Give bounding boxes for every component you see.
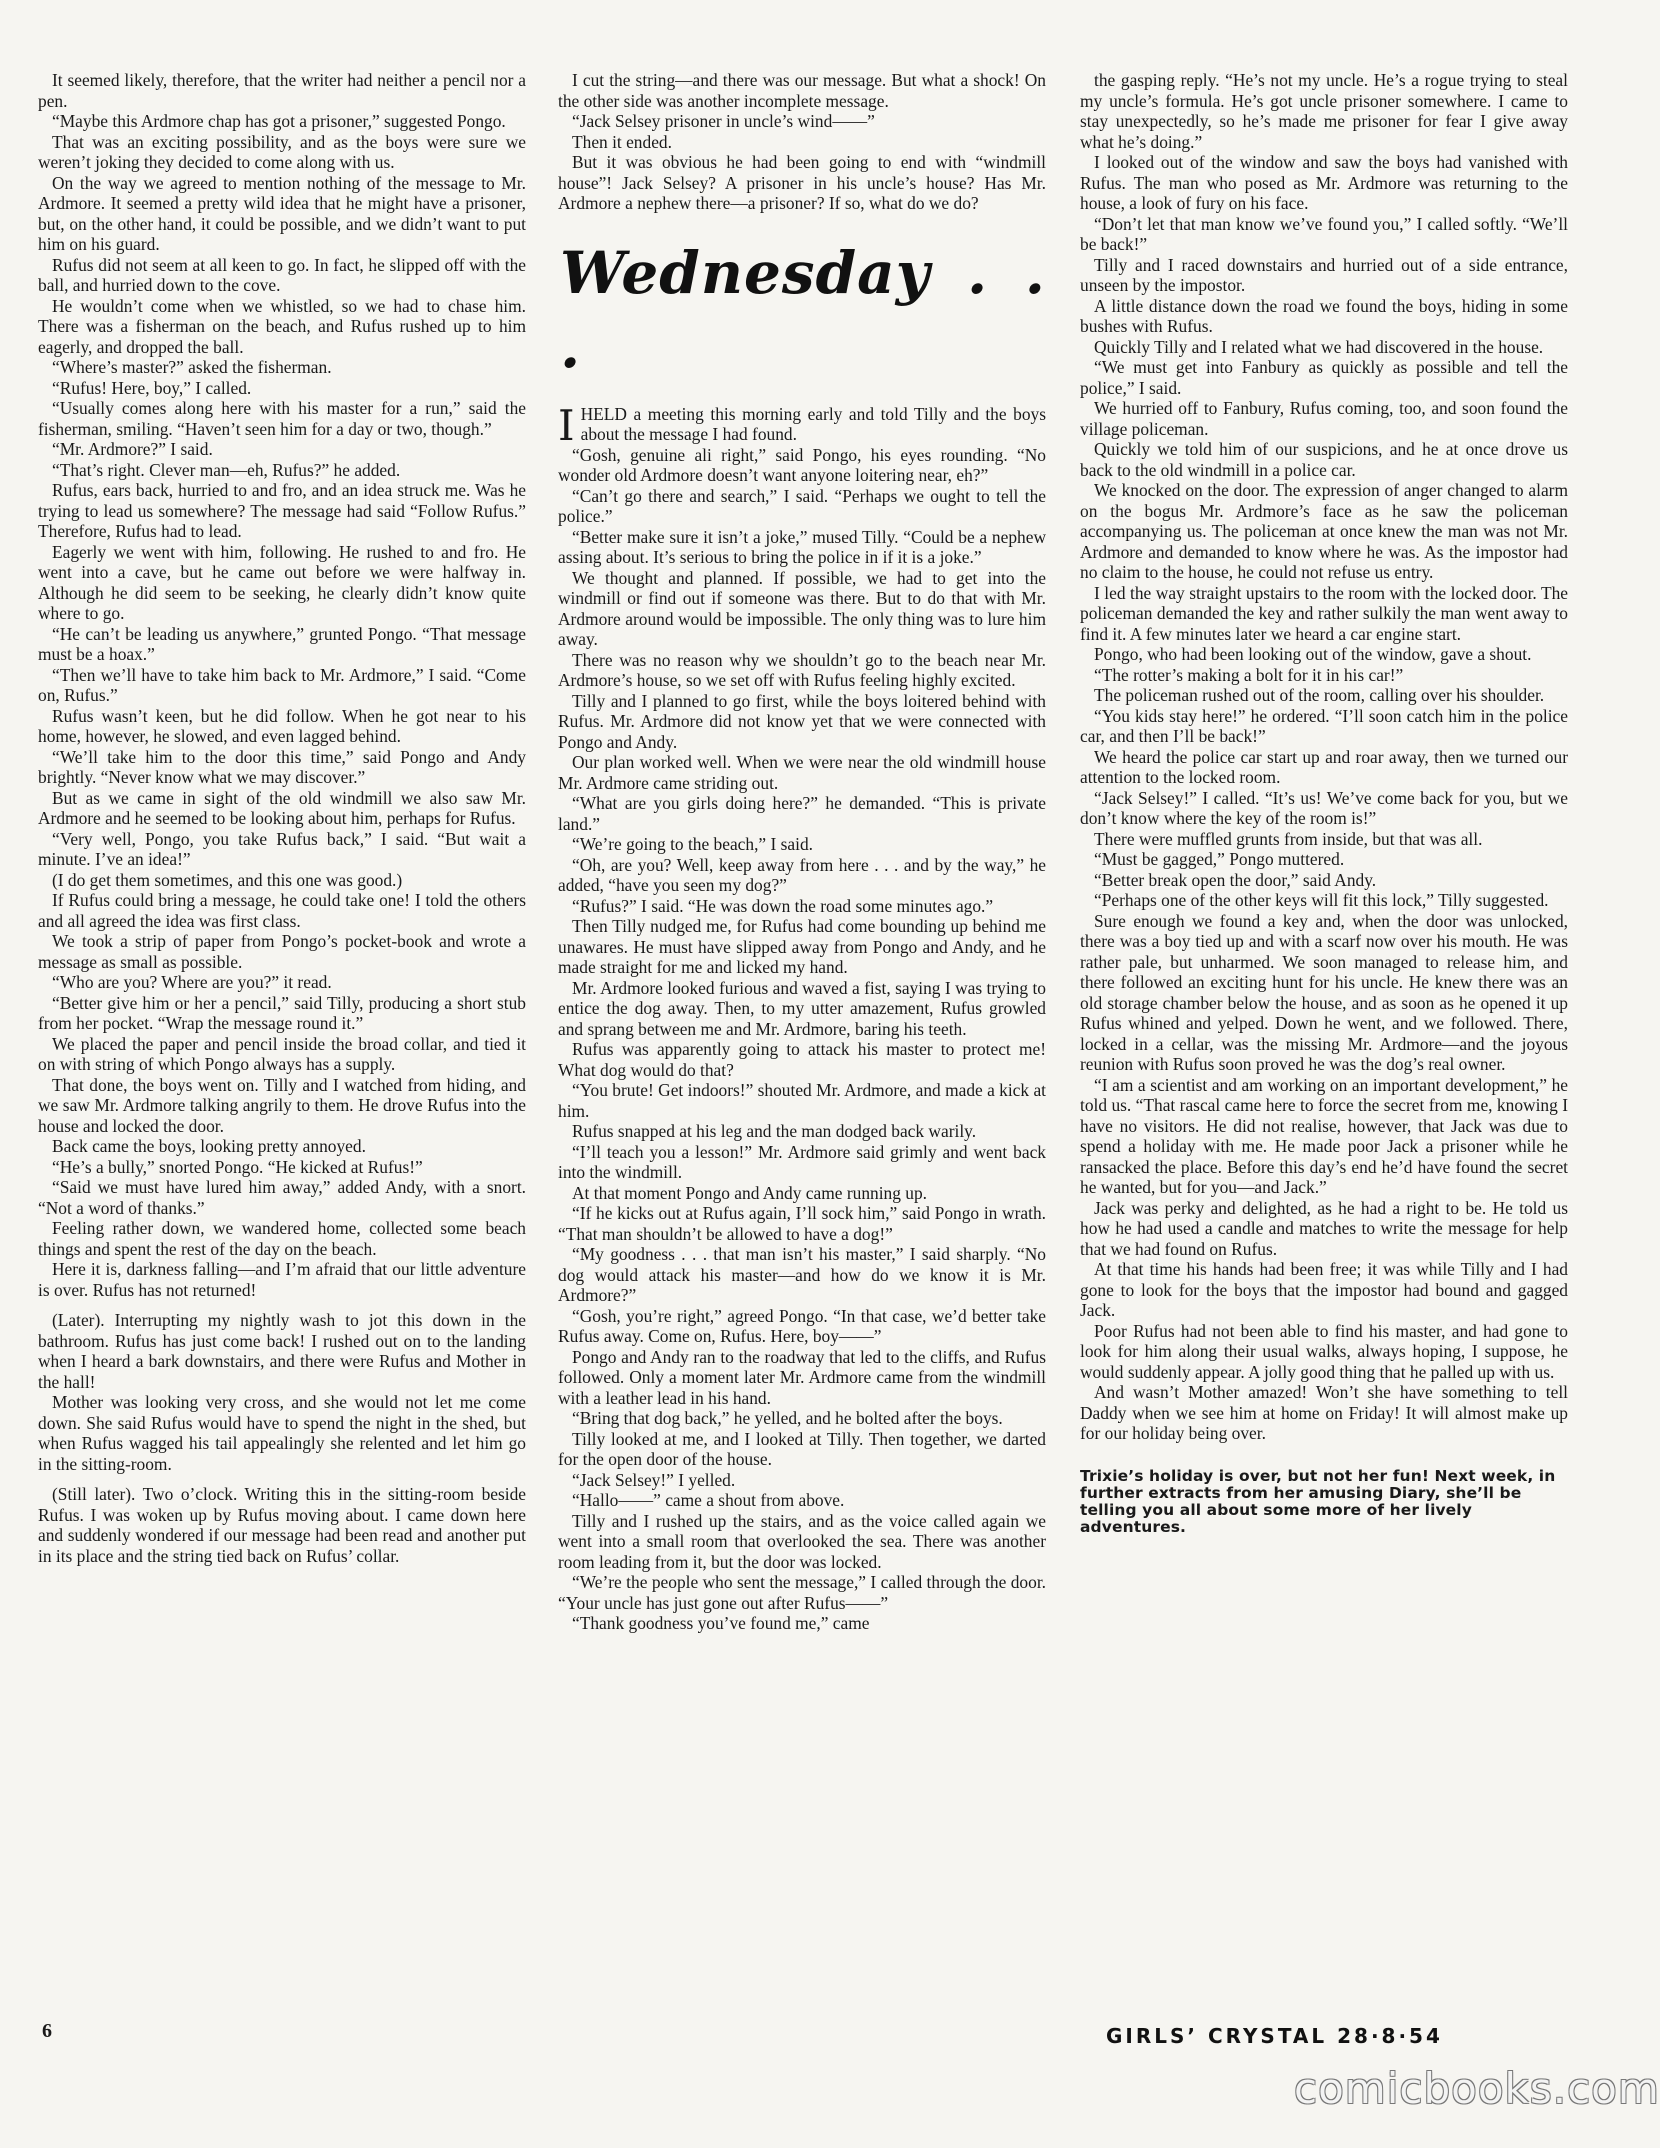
paragraph: It seemed likely, therefore, that the writer had neither a pencil nor a pen. — [38, 70, 526, 111]
paragraph: “Rufus! Here, boy,” I called. — [52, 377, 252, 398]
paragraph: If Rufus could bring a message, he could take one! I told the others and all agreed the idea was first class. — [38, 890, 526, 931]
paragraph: “You kids stay here!” he ordered. “I’ll soon catch him in the police car, and then I’ll be back!” — [1080, 705, 1568, 746]
paragraph: “Maybe this Ardmore chap has got a prisoner,” suggested Pongo. — [52, 111, 506, 131]
paragraph: Quickly Tilly and I related what we had discovered in the house. — [1094, 336, 1544, 357]
paragraph: “He’s a bully,” snorted Pongo. “He kicked at Rufus!” — [52, 1156, 423, 1177]
paragraph: “Can’t go there and search,” I said. “Perhaps we ought to tell the police.” — [558, 485, 1046, 526]
paragraph: Jack was perky and delighted, as he had a right to be. He told us how he had used a candle and matches to write the message for help that we had found on Rufus. — [1080, 1197, 1568, 1259]
paragraph: “You brute! Get indoors!” shouted Mr. Ardmore, and made a kick at him. — [558, 1080, 1046, 1121]
paragraph: “We’ll take him to the door this time,” said Pongo and Andy brightly. “Never know what we may discover.” — [38, 746, 526, 787]
paragraph: “Jack Selsey prisoner in uncle’s wind——” — [572, 111, 875, 131]
column-3 — [1080, 70, 1568, 1536]
paragraph: A little distance down the road we found the boys, hiding in some bushes with Rufus. — [1080, 295, 1568, 336]
paragraph: (I do get them sometimes, and this one was good.) — [52, 869, 403, 890]
paragraph: Rufus did not seem at all keen to go. In fact, he slipped off with the ball, and hurried down to the cove. — [38, 254, 526, 295]
paragraph: At that time his hands had been free; it was while Tilly and I had gone to look for the boys that the impostor had bound and gagged Jack. — [1080, 1259, 1568, 1320]
paragraph: There were muffled grunts from inside, but that was all. — [1094, 828, 1483, 849]
paragraph: “We’re the people who sent the message,” I called through the door. “Your uncle has just gone out after Rufus——” — [558, 1572, 1046, 1613]
paragraph: “If he kicks out at Rufus again, I’ll sock him,” said Pongo in wrath. “That man shouldn’t be allowed to have a dog!” — [558, 1203, 1046, 1244]
paragraph: “Better break open the door,” said Andy. — [1094, 869, 1377, 890]
paragraph: Tilly and I raced downstairs and hurried out of a side entrance, unseen by the impostor. — [1080, 254, 1568, 295]
page-number: 6 — [42, 2020, 52, 2042]
paragraph: “Very well, Pongo, you take Rufus back,” I said. “But wait a minute. I’ve an idea!” — [38, 828, 526, 869]
paragraph: “Mr. Ardmore?” I said. — [52, 439, 213, 459]
column-2-body — [558, 445, 1046, 1634]
paragraph: Our plan worked well. When we were near the old windmill house Mr. Ardmore came striding out. — [558, 752, 1046, 793]
paragraph: We took a strip of paper from Pongo’s pocket-book and wrote a message as small as possible. — [38, 931, 526, 972]
paragraph: We thought and planned. If possible, we had to get into the windmill or find out if someone was there. But to do that with Mr. Ardmore around would be impossible. The only thing was to lure him away. — [558, 567, 1046, 649]
paragraph: Eagerly we went with him, following. He rushed to and fro. He went into a cave, but he came out before we were halfway in. Although he did seem to be seeking, he clearly didn’t know quite where to go. — [38, 541, 526, 623]
paragraph: There was no reason why we shouldn’t go to the beach near Mr. Ardmore’s house, so we set off with Rufus feeling highly excited. — [558, 649, 1046, 690]
paragraph: “We must get into Fanbury as quickly as possible and tell the police,” I said. — [1080, 357, 1568, 398]
column-2 — [558, 70, 1046, 1634]
column-2-intro — [558, 70, 1046, 214]
paragraph: Pongo and Andy ran to the roadway that led to the cliffs, and Rufus followed. Only a moment later Mr. Ardmore came from the windmill with a leather lead in his hand. — [558, 1346, 1046, 1408]
paragraph: Rufus, ears back, hurried to and fro, and an idea struck me. Was he trying to lead us somewhere? The message had said “Follow Rufus.” Therefore, Rufus had to lead. — [38, 480, 526, 541]
paragraph: Mr. Ardmore looked furious and waved a fist, saying I was trying to entice the dog away. Then, to my utter amazement, Rufus growled and sprang between me and Mr. Ardmore, baring his teeth. — [558, 977, 1046, 1039]
paragraph: Rufus snapped at his leg and the man dodged back warily. — [572, 1121, 977, 1141]
paragraph: “Must be gagged,” Pongo muttered. — [1094, 849, 1345, 869]
paragraph: “Better make sure it isn’t a joke,” mused Tilly. “Could be a nephew assing about. It’s serious to bring the police in if it is a joke.” — [558, 526, 1046, 567]
paragraph: At that moment Pongo and Andy came running up. — [572, 1182, 928, 1203]
paragraph: “Better give him or her a pencil,” said Tilly, producing a short stub from her pocket. “Wrap the message round it.” — [38, 992, 526, 1033]
paragraph: That was an exciting possibility, and as the boys were sure we weren’t joking they decided to come along with us. — [38, 131, 526, 172]
paragraph: “Don’t let that man know we’ve found you,” I called softly. “We’ll be back!” — [1080, 213, 1568, 254]
paragraph: Tilly and I planned to go first, while the boys loitered behind with Rufus. Mr. Ardmore did not know yet that we were connected with Pongo and Andy. — [558, 690, 1046, 752]
paragraph: “Jack Selsey!” I yelled. — [572, 1469, 736, 1490]
paragraph: “That’s right. Clever man—eh, Rufus?” he added. — [52, 459, 401, 480]
paragraph: “Rufus?” I said. “He was down the road some minutes ago.” — [572, 895, 994, 916]
paragraph: “He can’t be leading us anywhere,” grunted Pongo. “That message must be a hoax.” — [38, 623, 526, 664]
watermark: comicbooks.com — [1294, 2064, 1660, 2113]
paragraph: Sure enough we found a key and, when the door was unlocked, there was a boy tied up and with a scarf now over his mouth. He was rather pale, but unharmed. We soon managed to release him, and there followed an exciting hunt for his uncle. He knew there was an old storage chamber below the house, and as soon as he opened it up Rufus whined and yelped. Down he went, and we followed. There, locked in a cellar, was the missing Mr. Ardmore—and the joyous reunion with Rufus soon proved he was the dog’s real owner. — [1080, 910, 1568, 1074]
paragraph: Back came the boys, looking pretty annoyed. — [52, 1136, 366, 1156]
paragraph: “I’ll teach you a lesson!” Mr. Ardmore said grimly and went back into the windmill. — [558, 1141, 1046, 1182]
paragraph: On the way we agreed to mention nothing of the message to Mr. Ardmore. It seemed a pretty wild idea that he might have a prisoner, but, on the other hand, it could be possible, and we didn’t want to put him on his guard. — [38, 172, 526, 254]
section-heading: Wednesday . . . — [560, 238, 1046, 381]
paragraph: The policeman rushed out of the room, calling over his shoulder. — [1094, 685, 1545, 705]
paragraph: Quickly we told him of our suspicions, and he at once drove us back to the old windmill in a police car. — [1080, 439, 1568, 480]
paragraph: Tilly looked at me, and I looked at Tilly. Then together, we darted for the open door of the house. — [558, 1428, 1046, 1469]
paragraph: (Still later). Two o’clock. Writing this in the sitting-room beside Rufus. I was woken up by Rufus moving about. I came down here and suddenly wondered if our message had been read and another put in its place and the string tied back on Rufus’ collar. — [38, 1484, 526, 1566]
paragraph: “We’re going to the beach,” I said. — [572, 834, 813, 854]
paragraph: Pongo, who had been looking out of the window, gave a shout. — [1094, 644, 1532, 664]
paragraph: “Bring that dog back,” he yelled, and he bolted after the boys. — [572, 1408, 1003, 1428]
paragraph: Rufus was apparently going to attack his master to protect me! What dog would do that? — [558, 1039, 1046, 1080]
paragraph: “Usually comes along here with his master for a run,” said the fisherman, smiling. “Haven’t seen him for a day or two, though.” — [38, 398, 526, 439]
paragraph: Poor Rufus had not been able to find his master, and had gone to look for him along their usual walks, always hoping, I suppose, he would suddenly appear. A jolly good thing that he palled up with us. — [1080, 1320, 1568, 1382]
paragraph: (Later). Interrupting my nightly wash to jot this down in the bathroom. Rufus has just come back! I rushed out on to the landing when I heard a bark downstairs, and there were Rufus and Mother in the hall! — [38, 1310, 526, 1392]
paragraph: “Where’s master?” asked the fisherman. — [52, 357, 332, 377]
paragraph: Here it is, darkness falling—and I’m afraid that our little adventure is over. Rufus has not returned! — [38, 1259, 526, 1300]
paragraph: And wasn’t Mother amazed! Won’t she have something to tell Daddy when we see him at home on Friday! It will almost make up for our holiday being over. — [1080, 1382, 1568, 1443]
paragraph: “The rotter’s making a bolt for it in his car!” — [1094, 664, 1404, 685]
paragraph: the gasping reply. “He’s not my uncle. He’s a rogue trying to steal my uncle’s formula. He’s got uncle prisoner somewhere. I came to stay unexpectedly, so he’s made me prisoner for fear I give away what he’s doing.” — [1080, 70, 1568, 152]
paragraph: “Hallo——” came a shout from above. — [572, 1490, 845, 1510]
paragraph: We heard the police car start up and roar away, then we turned our attention to the locked room. — [1080, 746, 1568, 787]
paragraph: He wouldn’t come when we whistled, so we had to chase him. There was a fisherman on the beach, and Rufus rushed up to him eagerly, and dropped the ball. — [38, 295, 526, 357]
dropcap-text: HELD a meeting this morning early and told Tilly and the boys about the message I had found. — [580, 403, 1046, 444]
paragraph: “Gosh, genuine ali right,” said Pongo, his eyes rounding. “No wonder old Ardmore doesn’t want anyone loitering near, eh?” — [558, 444, 1046, 485]
paragraph: “Perhaps one of the other keys will fit this lock,” Tilly suggested. — [1094, 890, 1549, 910]
paragraph: That done, the boys went on. Tilly and I watched from hiding, and we saw Mr. Ardmore talking angrily to them. He drove Rufus into the house and locked the door. — [38, 1074, 526, 1136]
paragraph: I looked out of the window and saw the boys had vanished with Rufus. The man who posed as Mr. Ardmore was returning to the house, a look of fury on his face. — [1080, 152, 1568, 213]
paragraph: “I am a scientist and am working on an important development,” he told us. “That rascal came here to force the secret from me, knowing I have no visitors. He did not realise, however, that Jack was due to spend a holiday with me. He made poor Jack a prisoner while he ransacked the place. Before this day’s end he’d have found the secret he wanted, but for you—and Jack.” — [1080, 1074, 1568, 1197]
paragraph: Rufus wasn’t keen, but he did follow. When he got near to his home, however, he slowed, and even lagged behind. — [38, 705, 526, 746]
paragraph: We knocked on the door. The expression of anger changed to alarm on the bogus Mr. Ardmore’s face as he saw the policeman accompanying us. The policeman at once knew the man was not Mr. Ardmore and demanded to know where he was. As the impostor had no claim to the house, he could not refuse us entry. — [1080, 480, 1568, 582]
paragraph: “Jack Selsey!” I called. “It’s us! We’ve come back for you, but we don’t know where the key of the room is!” — [1080, 787, 1568, 828]
paragraph: We placed the paper and pencil inside the broad collar, and tied it on with string of which Pongo always has a supply. — [38, 1033, 526, 1074]
paragraph: “What are you girls doing here?” he demanded. “This is private land.” — [558, 793, 1046, 834]
paragraph: Feeling rather down, we wandered home, collected some beach things and spent the rest of the day on the beach. — [38, 1218, 526, 1259]
paragraph: We hurried off to Fanbury, Rufus coming, too, and soon found the village policeman. — [1080, 398, 1568, 439]
paragraph: I led the way straight upstairs to the room with the locked door. The policeman demanded the key and rather sulkily the man went away to find it. A few minutes later we heard a car engine start. — [1080, 582, 1568, 644]
paragraph: “My goodness . . . that man isn’t his master,” I said sharply. “No dog would attack his master—and how do we know it is Mr. Ardmore?” — [558, 1244, 1046, 1305]
closing-note: Trixie’s holiday is over, but not her fun! Next week, in further extracts from her amusing Diary, she’ll be telling you all about some more of her lively adventures. — [1080, 1466, 1556, 1536]
dropcap-paragraph — [558, 400, 1046, 450]
paragraph: “Who are you? Where are you?” it read. — [52, 972, 332, 992]
paragraph: But it was obvious he had been going to end with “windmill house”! Jack Selsey? A prisoner in his uncle’s house? Has Mr. Ardmore a nephew there—a prisoner? If so, what do we do? — [558, 152, 1046, 213]
paragraph: “Said we must have lured him away,” added Andy, with a snort. “Not a word of thanks.” — [38, 1177, 526, 1218]
paragraph: Then Tilly nudged me, for Rufus had come bounding up behind me unawares. He must have slipped away from Pongo and Andy, and he made straight for me and licked my hand. — [558, 916, 1046, 977]
paragraph: Mother was looking very cross, and she would not let me come down. She said Rufus would have to spend the night in the shed, but when Rufus wagged his tail appealingly she relented and let him go in the sitting-room. — [38, 1392, 526, 1474]
column-3-body — [1080, 70, 1568, 1444]
paragraph: “Then we’ll have to take him back to Mr. Ardmore,” I said. “Come on, Rufus.” — [38, 664, 526, 705]
paragraph: Tilly and I rushed up the stairs, and as the voice called again we went into a small room that overlooked the sea. There was another room leading from it, but the door was locked. — [558, 1510, 1046, 1572]
paragraph: “Gosh, you’re right,” agreed Pongo. “In that case, we’d better take Rufus away. Come on, Rufus. Here, boy——” — [558, 1305, 1046, 1346]
column-1 — [38, 70, 526, 1566]
paragraph: “Thank goodness you’ve found me,” came — [572, 1613, 870, 1633]
paragraph: I cut the string—and there was our message. But what a shock! On the other side was another incomplete message. — [558, 70, 1046, 111]
paragraph: But as we came in sight of the old windmill we also saw Mr. Ardmore and he seemed to be looking about him, perhaps for Rufus. — [38, 787, 526, 828]
dropcap-letter: I — [558, 400, 575, 450]
paragraph: Then it ended. — [572, 131, 672, 152]
footer-issue-line: GIRLS’ CRYSTAL 28·8·54 — [1106, 2024, 1443, 2048]
paragraph: “Oh, are you? Well, keep away from here . . . and by the way,” he added, “have you seen my dog?” — [558, 854, 1046, 895]
